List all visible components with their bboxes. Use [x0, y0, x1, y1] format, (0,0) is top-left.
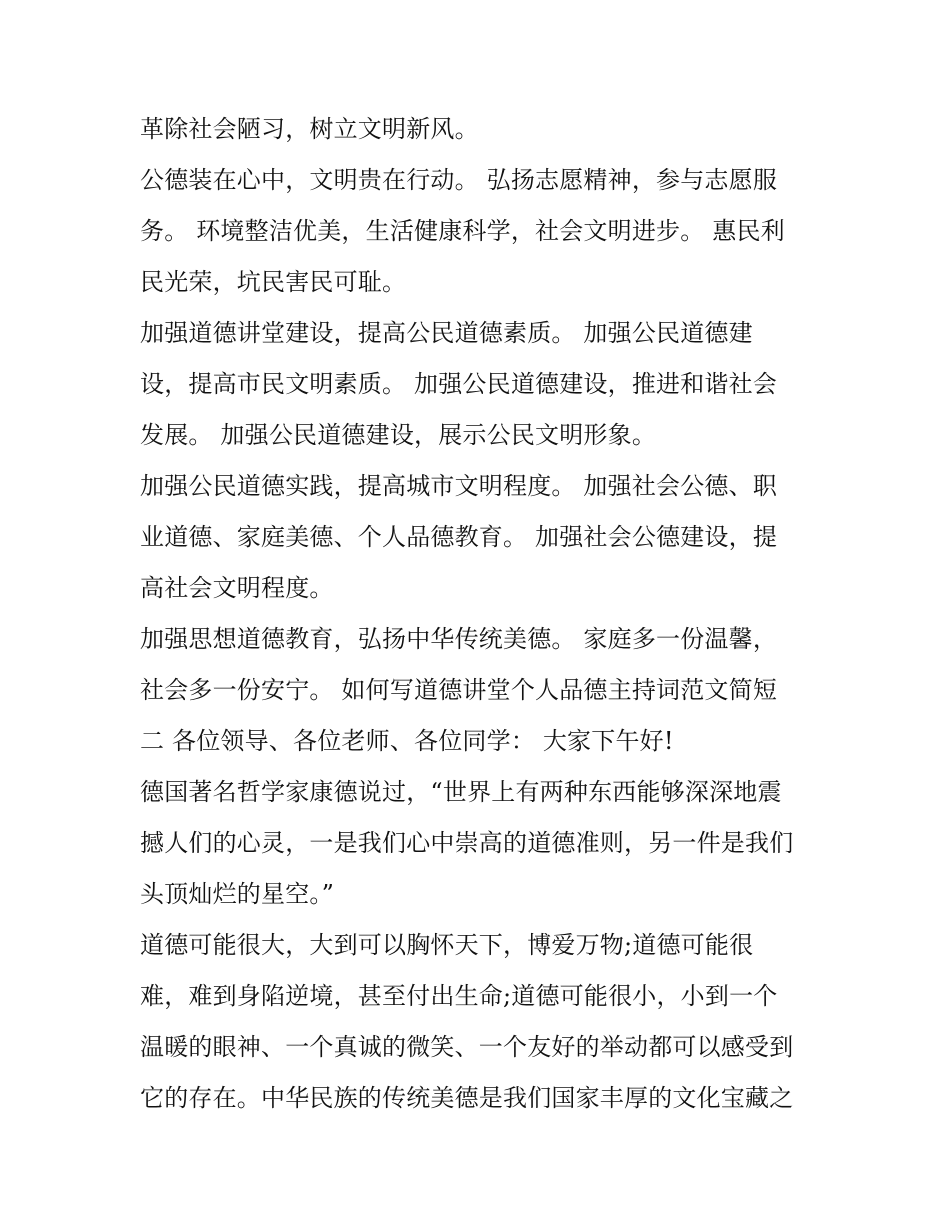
text-line: 加强公民道德实践，提高城市文明程度。 加强社会公德、职 [140, 472, 778, 500]
text-line: 加强道德讲堂建设，提高公民道德素质。 加强公民道德建 [140, 319, 753, 347]
text-line: 难，难到身陷逆境，甚至付出生命;道德可能很小，小到一个 [140, 982, 778, 1010]
text-line: 撼人们的心灵，一是我们心中崇高的道德准则，另一件是我们 [140, 829, 794, 857]
text-line: 发展。 加强公民道德建设，展示公民文明形象。 [140, 421, 657, 449]
text-line: 温暖的眼神、一个真诚的微笑、一个友好的举动都可以感受到 [140, 1033, 794, 1061]
body-text [140, 104, 820, 1124]
text-line: 高社会文明程度。 [140, 574, 334, 602]
text-line: 务。 环境整洁优美，生活健康科学，社会文明进步。 惠民利 [140, 217, 785, 245]
text-line: 业道德、家庭美德、个人品德教育。 加强社会公德建设，提 [140, 523, 778, 551]
text-line: 头顶灿烂的星空。” [140, 880, 335, 908]
text-line: 它的存在。中华民族的传统美德是我们国家丰厚的文化宝藏之 [140, 1084, 794, 1112]
text-line: 德国著名哲学家康德说过，“世界上有两种东西能够深深地震 [140, 778, 782, 806]
text-line: 社会多一份安宁。 如何写道德讲堂个人品德主持词范文简短 [140, 676, 778, 704]
text-line: 民光荣，坑民害民可耻。 [140, 268, 407, 296]
text-line: 二 各位领导、各位老师、各位同学： 大家下午好! [140, 727, 674, 755]
text-line: 革除社会陋习，树立文明新风。 [140, 115, 479, 143]
text-line: 道德可能很大，大到可以胸怀天下，博爱万物;道德可能很 [140, 931, 754, 959]
text-line: 加强思想道德教育，弘扬中华传统美德。 家庭多一份温馨， [140, 625, 778, 653]
text-line: 设，提高市民文明素质。 加强公民道德建设，推进和谐社会 [140, 370, 778, 398]
text-line: 公德装在心中，文明贵在行动。 弘扬志愿精神，参与志愿服 [140, 166, 778, 194]
